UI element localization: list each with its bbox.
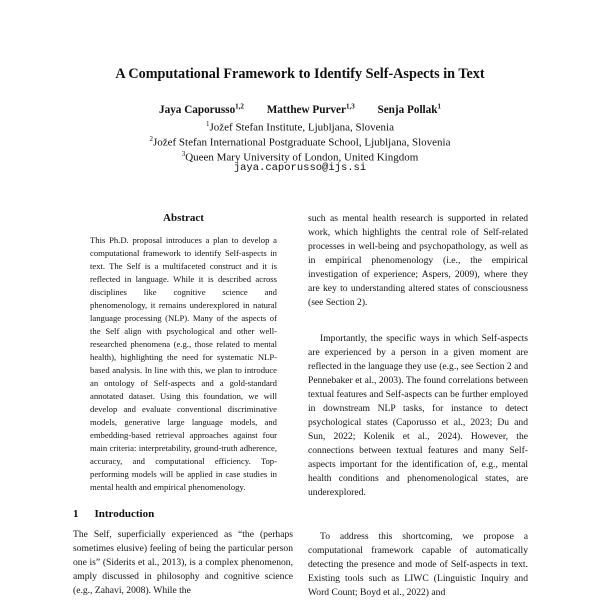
author-list <box>0 102 600 116</box>
author <box>267 104 355 116</box>
author-name: Jaya Caporusso <box>159 103 236 116</box>
section-number: 1 <box>73 508 79 520</box>
affiliation-marker: 2 <box>149 135 153 143</box>
author-name: Senja Pollak <box>377 103 438 116</box>
author-affil-marker: 1,3 <box>345 102 355 110</box>
paper-title: A Computational Framework to Identify Self-Aspects in Text <box>115 66 485 82</box>
author-name: Matthew Purver <box>266 103 346 116</box>
abstract-heading: Abstract <box>163 212 204 224</box>
author <box>377 104 441 116</box>
author-affil-marker: 1,2 <box>235 102 244 110</box>
introduction-text: The Self, superficially experienced as “the (perhaps sometimes elusive) feeling of being the particular person one is” (Siderits et al., 2013), is a complex phenomenon, amply discussed in philosophy and cognitive science (e.g., Zahavi, 2008). While the <box>73 529 293 596</box>
paragraph-text: such as mental health research is supported in related work, which highlights the central role of Self-related processes in well-being and psychopathology, as well as in empirical phenomenology (i.e., the empirical investigation of experience; Aspers, 2009), where they are key to understanding altered states of consciousness (see Section 2). <box>308 213 528 308</box>
author-affil-marker: 1 <box>437 102 441 110</box>
section-heading <box>73 508 293 520</box>
paragraph-text: Importantly, the specific ways in which Self-aspects are experienced by a person in a given moment are reflected in the language they use (e.g., see Section 2 and Pennebaker et al., 2003). The found correlations between textual features and Self-aspects can be further employed in downstream NLP tasks, for instance to detect psychological states (Caporusso et al., 2023; Du and Sun, 2022; Kolenik et al., 2024). However, the connections between textual features and many Self-aspects important for the identification of, e.g., mental health conditions and phenomenological states, are underexplored. <box>308 333 528 498</box>
abstract-text: This Ph.D. proposal introduces a plan to develop a computational framework to identify Self-aspects in text. The Self is a multifaceted construct and it is reflected in language. While it is described across disciplines like cognitive science and phenomenology, it remains underexplored in natural language processing (NLP). Many of the aspects of the Self align with psychological and other well-researched phenomena (e.g., those related to mental health), highlighting the need for systematic NLP-based analysis. In line with this, we plan to introduce an ontology of Self-aspects and a gold-standard annotated dataset. Using this foundation, we will develop and evaluate conventional discriminative models, generative large language models, and embedding-based retrieval approaches against four main criteria: interpretability, ground-truth adherence, accuracy, and computational efficiency. Top-performing models will be applied in case studies in mental health and empirical phenomenology. <box>90 235 277 492</box>
body-paragraph <box>308 332 528 500</box>
paragraph-text: To address this shortcoming, we propose a computational framework capable of automatically detecting the presence and mode of Self-aspects in text. Existing tools such as LIWC (Linguistic Inquiry and Word Count; Boyd et al., 2022) and <box>308 531 528 598</box>
affiliation-text: Jožef Stefan Institute, Ljubljana, Slovenia <box>209 121 394 134</box>
affiliation-text: Queen Mary University of London, United Kingdom <box>185 151 419 164</box>
author <box>159 104 244 116</box>
body-paragraph <box>308 530 528 600</box>
affiliation-marker: 3 <box>181 150 186 158</box>
body-paragraph <box>308 212 528 310</box>
affiliation-text: Jožef Stefan International Postgraduate School, Ljubljana, Slovenia <box>152 136 451 149</box>
section-title: Introduction <box>94 508 155 520</box>
author-email[interactable]: jaya.caporusso@ijs.si <box>233 162 367 174</box>
affiliation-marker: 1 <box>205 120 210 128</box>
